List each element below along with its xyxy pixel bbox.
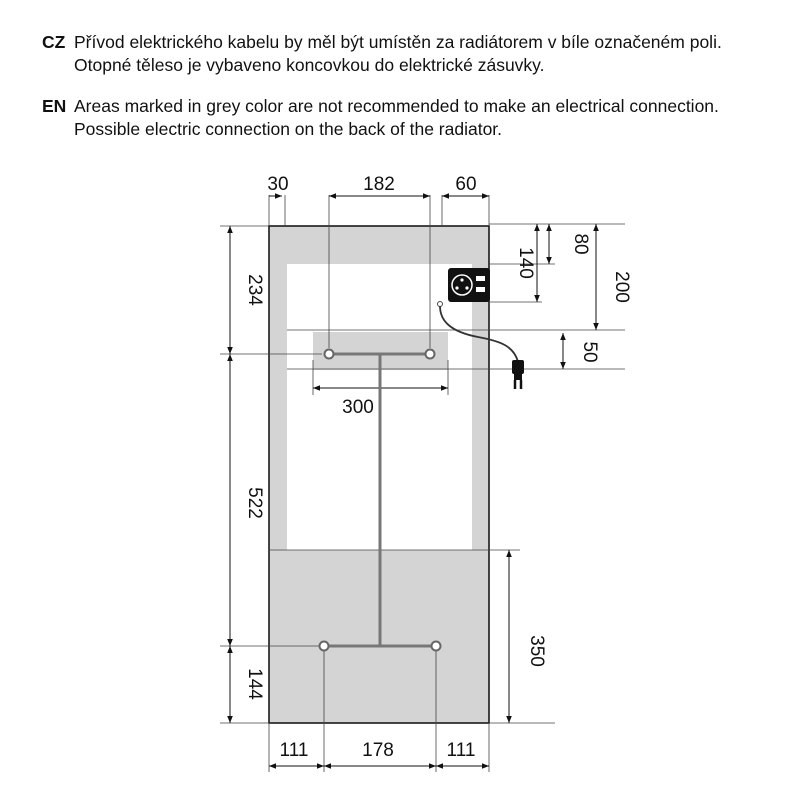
lang-label-cz: CZ	[42, 32, 66, 52]
note-cz-text1: Přívod elektrického kabelu by měl být umístěn za radiátorem v bíle označeném poli.	[74, 32, 722, 52]
dim-bottom-left: 111	[279, 740, 309, 761]
bracket-hole-upper-left	[325, 350, 334, 359]
lang-label-en: EN	[42, 96, 67, 116]
note-en-text1: Areas marked in grey color are not recommended to make an electrical connection.	[74, 96, 719, 116]
plug-icon	[512, 360, 524, 389]
dim-top-left-offset: 30	[267, 174, 289, 195]
dim-top-right-offset: 60	[455, 174, 477, 195]
dim-bottom-right: 111	[446, 740, 476, 761]
dim-grey-bottom-band: 350	[526, 635, 547, 667]
dim-connection-width: 300	[342, 397, 374, 418]
dim-bottom-center: 178	[362, 740, 394, 761]
grey-zone-left	[269, 264, 287, 550]
bracket-hole-upper-right	[426, 350, 435, 359]
bracket-hole-lower-right	[432, 642, 441, 651]
dim-socket-height: 140	[515, 247, 536, 279]
grey-zone-top	[269, 226, 489, 264]
dim-white-zone-top: 200	[611, 271, 632, 303]
socket-icon	[452, 275, 472, 295]
dim-top-bracket-width: 182	[363, 174, 395, 195]
grey-zone-right	[472, 264, 489, 550]
dim-connection-band: 50	[579, 341, 600, 363]
dim-grey-top-band: 80	[570, 233, 591, 255]
dim-lower-bracket-height: 144	[244, 668, 265, 700]
dim-bracket-spacing: 522	[244, 487, 265, 519]
note-cz-text2: Otopné těleso je vybaveno koncovkou do elektrické zásuvky.	[74, 55, 545, 75]
note-en-text2: Possible electric connection on the back of the radiator.	[74, 119, 503, 139]
control-box	[448, 268, 490, 302]
bracket-hole-lower-left	[320, 642, 329, 651]
dim-upper-bracket-height: 234	[244, 274, 265, 306]
